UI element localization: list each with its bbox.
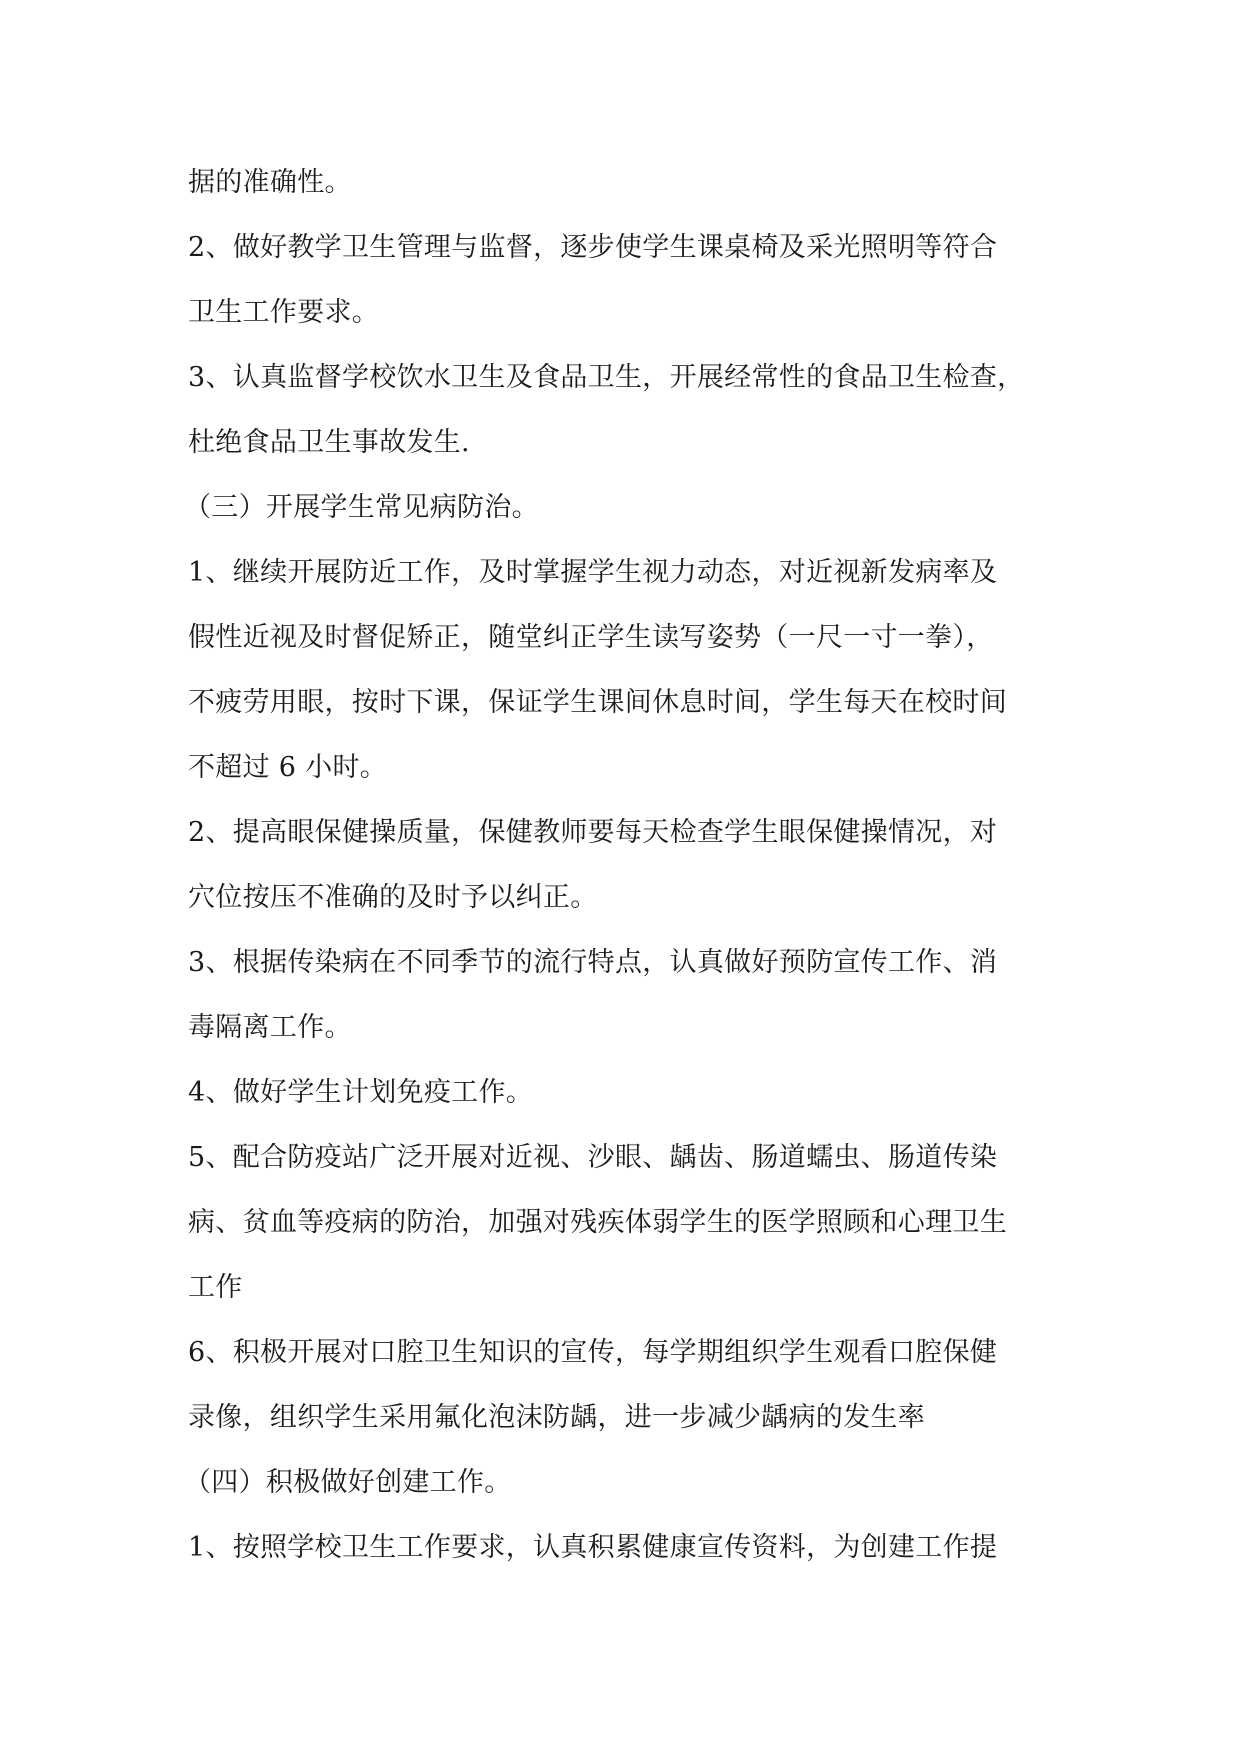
list-item: 1、按照学校卫生工作要求，认真积累健康宣传资料，为创建工作提 [188, 1532, 998, 1563]
list-item: 6、积极开展对口腔卫生知识的宣传，每学期组织学生观看口腔保健 [188, 1337, 998, 1368]
text-line: 不疲劳用眼，按时下课，保证学生课间休息时间，学生每天在校时间 [188, 687, 1007, 718]
text-line: 不超过 6 小时。 [188, 752, 388, 783]
section-heading: （四）积极做好创建工作。 [184, 1467, 512, 1498]
list-item: 3、认真监督学校饮水卫生及食品卫生，开展经常性的食品卫生检查， [188, 362, 1025, 393]
text-line: 杜绝食品卫生事故发生. [188, 427, 470, 458]
list-item: 1、继续开展防近工作，及时掌握学生视力动态，对近视新发病率及 [188, 557, 998, 588]
text-line: 录像，组织学生采用氟化泡沫防龋，进一步减少龋病的发生率 [188, 1402, 926, 1433]
text-line: 卫生工作要求。 [188, 297, 380, 328]
text-line: 据的准确性。 [188, 167, 352, 198]
list-item: 4、做好学生计划免疫工作。 [188, 1077, 534, 1108]
list-item: 5、配合防疫站广泛开展对近视、沙眼、龋齿、肠道蠕虫、肠道传染 [188, 1142, 998, 1173]
text-line: 毒隔离工作。 [188, 1012, 352, 1043]
list-item: 2、做好教学卫生管理与监督，逐步使学生课桌椅及采光照明等符合 [188, 232, 998, 263]
list-item: 2、提高眼保健操质量，保健教师要每天检查学生眼保健操情况，对 [188, 817, 998, 848]
text-line: 假性近视及时督促矫正，随堂纠正学生读写姿势（一尺一寸一拳）， [188, 622, 994, 653]
list-item: 3、根据传染病在不同季节的流行特点，认真做好预防宣传工作、消 [188, 947, 998, 978]
section-heading: （三）开展学生常见病防治。 [184, 492, 539, 523]
text-line: 穴位按压不准确的及时予以纠正。 [188, 882, 598, 913]
text-line: 病、贫血等疫病的防治，加强对残疾体弱学生的医学照顾和心理卫生 [188, 1207, 1007, 1238]
text-line: 工作 [188, 1272, 243, 1303]
